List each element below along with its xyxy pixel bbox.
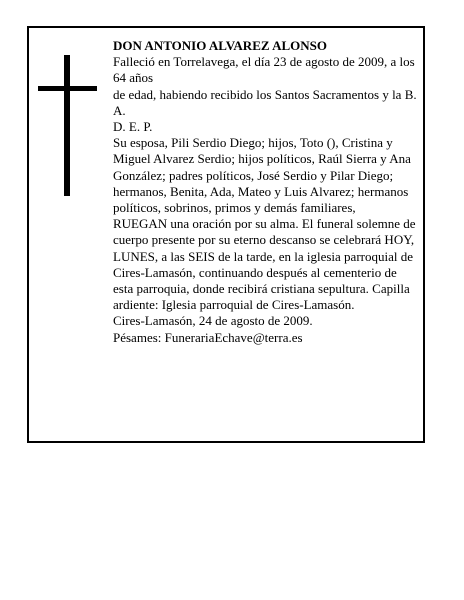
condolences-line: Pésames: FunerariaEchave@terra.es [113,329,303,345]
place-date-line: Cires-Lamasón, 24 de agosto de 2009. [113,313,313,329]
family-list: Su esposa, Pili Serdio Diego; hijos, Toto (), Cristina y Miguel Alvarez Serdio; hijos políticos, Raúl Sierra y Ana González; padres políticos, José Serdio y Pilar Diego; hermanos, Benita, Ada, Mateo y Luis Alvarez; hermanos políticos, sobrinos, primos y demás familiares, [113,135,411,216]
sacraments-line: de edad, habiendo recibido los Santos Sacramentos y la B. A. [113,86,417,118]
rip-line: D. E. P. [113,119,153,135]
funeral-details: RUEGAN una oración por su alma. El funeral solemne de cuerpo presente por su eterno descanso se celebrará HOY, LUNES, a las SEIS de la tarde, en la iglesia parroquial de Cires-Lamasón, continuando después al cementerio de esta parroquia, donde recibirá cristiana sepultura. Capilla ardiente: Iglesia parroquial de Cires-Lamasón. [113,216,416,313]
cross-vertical-bar [64,55,70,196]
cross-horizontal-bar [38,86,97,91]
deceased-name: DON ANTONIO ALVAREZ ALONSO [113,38,327,53]
obituary-text [113,38,417,346]
death-announcement: Falleció en Torrelavega, el día 23 de agosto de 2009, a los 64 años [113,54,415,86]
